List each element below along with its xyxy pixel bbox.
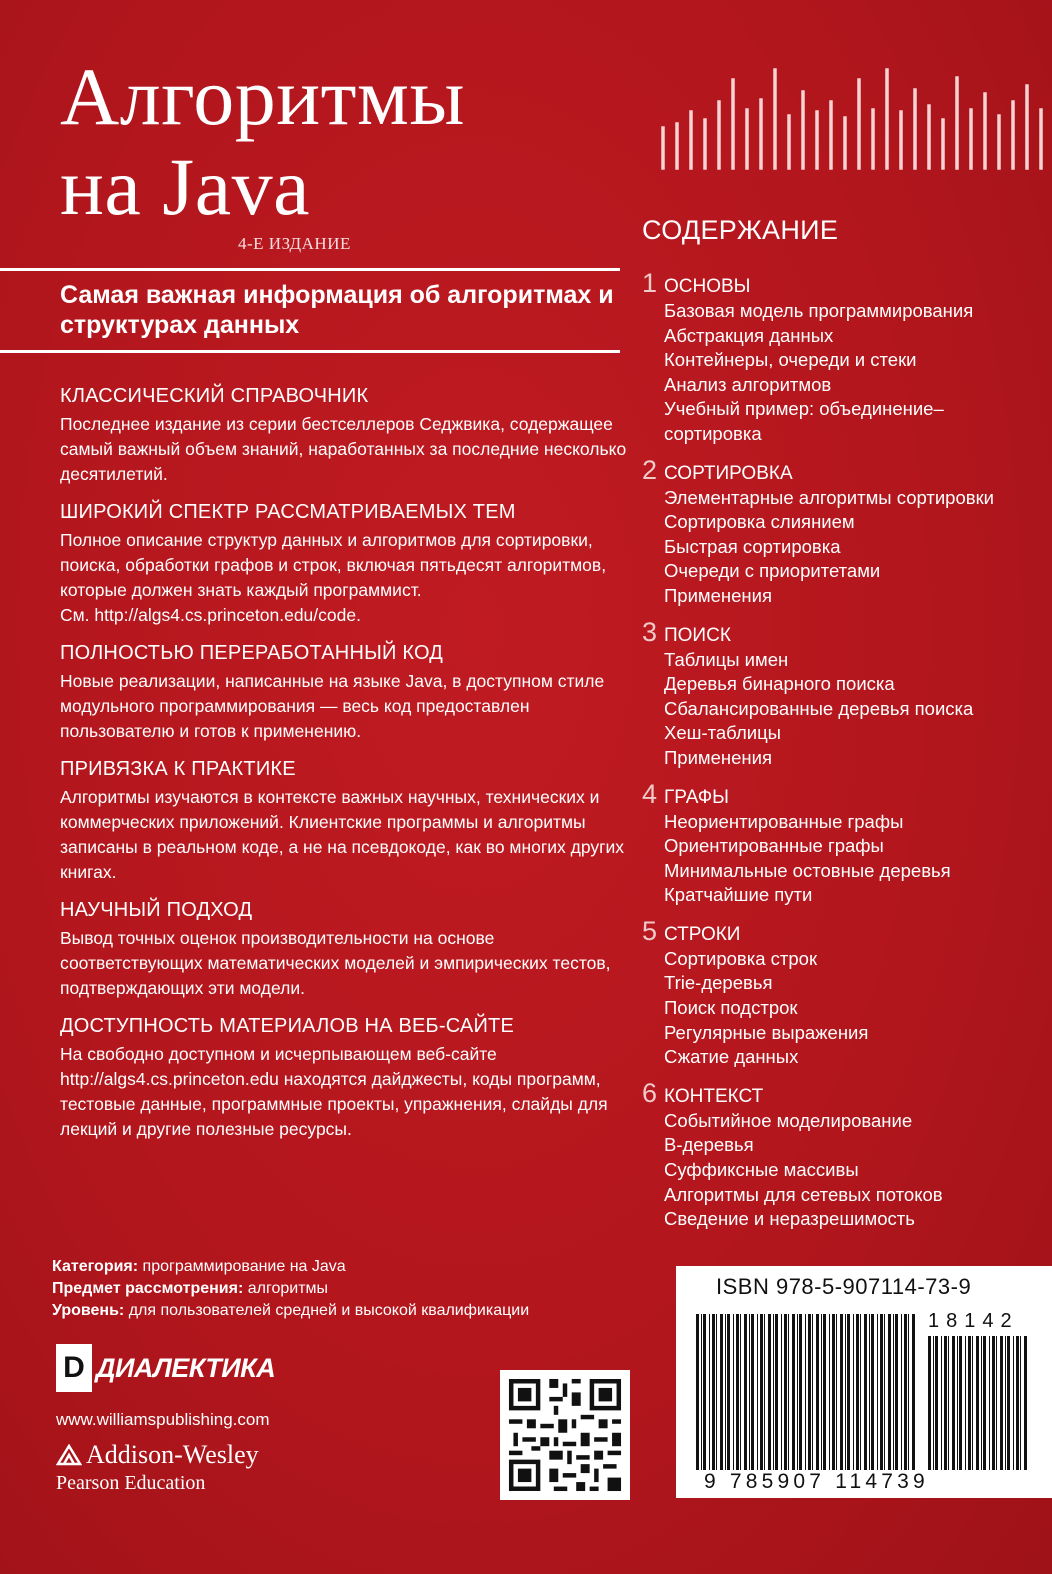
section-heading: ПРИВЯЗКА К ПРАКТИКЕ xyxy=(60,758,296,780)
toc-item: Сортировка слиянием xyxy=(664,511,855,533)
dialektika-logo xyxy=(56,1340,356,1396)
toc-item: Учебный пример: объединение– xyxy=(664,398,944,420)
barcode-stripe xyxy=(701,1314,702,1470)
barcode-stripe xyxy=(696,1314,699,1470)
barcode-stripe xyxy=(821,1314,822,1470)
barcode-stripe xyxy=(1007,1336,1010,1470)
book-subtitle: Самая важная информация об алгоритмах и структурах данных xyxy=(60,281,614,339)
toc-item: B-деревья xyxy=(664,1134,754,1156)
barcode-stripe xyxy=(908,1314,909,1470)
toc-item: Неориентированные графы xyxy=(664,810,904,832)
toc-item: Ориентированные графы xyxy=(664,835,884,857)
barcode-stripe xyxy=(709,1314,710,1470)
meta-label: Предмет рассмотрения: xyxy=(52,1280,244,1297)
toc-item: Быстрая сортировка xyxy=(664,535,841,557)
isbn-barcode-label xyxy=(676,1266,1052,1498)
toc-item: Trie-деревья xyxy=(664,972,773,994)
barcode-stripe xyxy=(941,1336,942,1470)
barcode-stripe xyxy=(871,1314,874,1470)
feature-section xyxy=(60,642,640,744)
barcode-stripe xyxy=(860,1314,861,1470)
feature-section xyxy=(60,501,640,628)
barcode-stripe xyxy=(933,1336,934,1470)
table-of-contents xyxy=(642,215,1042,1240)
barcode-stripe xyxy=(751,1314,754,1470)
barcode-stripe xyxy=(760,1314,763,1470)
toc-item: Регулярные выражения xyxy=(664,1021,869,1043)
toc-item: Очереди с приоритетами xyxy=(664,560,881,582)
barcode-stripe xyxy=(989,1336,990,1470)
barcode-stripe xyxy=(840,1314,843,1470)
toc-chapter xyxy=(642,779,1042,908)
meta-level xyxy=(52,1300,529,1322)
toc-item: Хеш-таблицы xyxy=(664,722,781,744)
feature-section xyxy=(60,385,640,487)
ean-barcode xyxy=(696,1314,918,1470)
toc-item: Анализ алгоритмов xyxy=(664,373,832,395)
barcode-stripe xyxy=(744,1314,747,1470)
toc-item: Суффиксные массивы xyxy=(664,1159,859,1181)
barcode-stripe xyxy=(1013,1336,1014,1470)
barcode-addon-number: 18142 xyxy=(928,1310,1019,1332)
barcode-stripe xyxy=(797,1314,798,1470)
barcode-stripe xyxy=(733,1314,734,1470)
toc-item: Сжатие данных xyxy=(664,1046,799,1068)
publisher-block xyxy=(56,1340,356,1495)
barcode-stripe xyxy=(773,1314,774,1470)
toc-item: Применения xyxy=(664,746,773,768)
barcode-stripe xyxy=(716,1314,717,1470)
toc-item: Минимальные остовные деревья xyxy=(664,859,951,881)
section-text: Полное описание структур данных и алгоритмов для сортировки, поиска, обработки графов и строк, включая пятьдесят алгоритмов, которые должен знать каждый программист. xyxy=(60,530,607,600)
barcode-stripe xyxy=(895,1314,898,1470)
toc-item: Сбалансированные деревья поиска xyxy=(664,697,974,719)
section-link-text: См. http://algs4.cs.princeton.edu/code. xyxy=(60,605,361,625)
meta-value: для пользователей средней и высокой квалификации xyxy=(128,1302,530,1319)
barcode-stripe xyxy=(935,1336,938,1470)
chapter-title: СТРОКИ xyxy=(664,923,741,945)
toc-item: Поиск подстрок xyxy=(664,997,798,1019)
barcode-stripe xyxy=(972,1336,973,1470)
barcode-stripe xyxy=(880,1314,883,1470)
toc-item: Применения xyxy=(664,584,773,606)
section-heading: ДОСТУПНОСТЬ МАТЕРИАЛОВ НА ВЕБ-САЙТЕ xyxy=(60,1015,515,1037)
toc-item: Событийное моделирование xyxy=(664,1109,913,1131)
toc-item: Таблицы имен xyxy=(664,648,789,670)
feature-section xyxy=(60,758,640,885)
toc-item: Сведение и неразрешимость xyxy=(664,1208,915,1230)
barcode-stripe xyxy=(832,1314,835,1470)
barcode-stripe xyxy=(1005,1336,1006,1470)
barcode-stripe xyxy=(725,1314,726,1470)
barcode-stripe xyxy=(904,1314,907,1470)
book-title xyxy=(60,52,465,232)
section-heading: ШИРОКИЙ СПЕКТР РАССМАТРИВАЕМЫХ ТЕМ xyxy=(60,501,516,523)
barcode-stripe xyxy=(829,1314,830,1470)
barcode-stripe xyxy=(1016,1336,1019,1470)
toc-item: Контейнеры, очереди и стеки xyxy=(664,349,917,371)
barcode-stripe xyxy=(853,1314,854,1470)
barcode-stripe xyxy=(944,1336,947,1470)
barcode-stripe xyxy=(736,1314,739,1470)
barcode-stripe xyxy=(968,1336,971,1470)
isbn-text: ISBN 978-5-907114-73-9 xyxy=(716,1274,972,1299)
section-heading: КЛАССИЧЕСКИЙ СПРАВОЧНИК xyxy=(60,385,369,407)
section-text: Алгоритмы изучаются в контексте важных научных, технических и коммерческих приложений. Клиентские программы и алгоритмы записаны в реальном коде, а не на псевдокоде, как во многих других книгах. xyxy=(60,787,625,882)
parent-company: Pearson Education xyxy=(56,1472,206,1494)
divider-bottom xyxy=(0,350,620,353)
barcode-stripe xyxy=(884,1314,885,1470)
chapter-title: ГРАФЫ xyxy=(664,786,729,808)
barcode-stripe xyxy=(757,1314,758,1470)
toc-chapter xyxy=(642,455,1042,609)
barcode-stripe xyxy=(928,1336,931,1470)
meta-label: Уровень: xyxy=(52,1302,125,1319)
divider-top xyxy=(0,268,620,271)
chapter-number: 6 xyxy=(642,1077,658,1108)
barcode-stripe xyxy=(1000,1336,1003,1470)
barcode-stripe xyxy=(952,1336,955,1470)
barcode-stripe xyxy=(727,1314,730,1470)
barcode-stripe xyxy=(845,1314,846,1470)
barcode-stripe xyxy=(764,1314,765,1470)
barcode-stripe xyxy=(901,1314,902,1470)
barcode-stripe xyxy=(805,1314,806,1470)
toc-item: Базовая модель программирования xyxy=(664,300,974,321)
barcode-stripe xyxy=(712,1314,715,1470)
addison-wesley-icon xyxy=(56,1444,82,1466)
meta-value: программирование на Java xyxy=(142,1258,346,1275)
title-line-1: Алгоритмы xyxy=(60,51,465,142)
barcode-stripe xyxy=(768,1314,771,1470)
barcode-stripe xyxy=(996,1336,997,1470)
feature-sections xyxy=(60,385,640,1156)
section-text: Новые реализации, написанные на языке Java, в доступном стиле модульного программирования — весь код предоставлен пользователю и готов к применению. xyxy=(60,671,605,741)
barcode-stripe xyxy=(788,1314,789,1470)
meta-category xyxy=(52,1256,529,1278)
publisher-website: www.williamspublishing.com xyxy=(56,1410,270,1429)
feature-section xyxy=(60,1015,640,1142)
barcode-stripe xyxy=(888,1314,891,1470)
feature-section xyxy=(60,899,640,1001)
barcode-stripe xyxy=(792,1314,795,1470)
barcode-stripe xyxy=(740,1314,741,1470)
addon-barcode xyxy=(928,1336,1028,1470)
barcode-stripe xyxy=(948,1336,949,1470)
toc-item: Алгоритмы для сетевых потоков xyxy=(664,1183,943,1205)
chapter-number: 4 xyxy=(642,778,658,809)
qr-code xyxy=(500,1370,630,1500)
barcode-stripe xyxy=(983,1336,986,1470)
edition-label: 4-Е ИЗДАНИЕ xyxy=(238,234,351,253)
barcode-stripe xyxy=(836,1314,837,1470)
addison-wesley-logo xyxy=(56,1440,356,1470)
toc-item: Кратчайшие пути xyxy=(664,884,813,906)
barcode-stripe xyxy=(847,1314,850,1470)
publisher-name: ДИАЛЕКТИКА xyxy=(96,1352,276,1383)
barcode-stripe xyxy=(957,1336,958,1470)
barcode-stripe xyxy=(869,1314,870,1470)
section-heading: ПОЛНОСТЬЮ ПЕРЕРАБОТАННЫЙ КОД xyxy=(60,642,444,664)
barcode-stripe xyxy=(912,1314,915,1470)
toc-item: Сортировка строк xyxy=(664,947,818,969)
book-meta xyxy=(52,1256,529,1322)
barcode-stripe xyxy=(784,1314,787,1470)
meta-value: алгоритмы xyxy=(247,1280,329,1297)
barcode-stripe xyxy=(893,1314,894,1470)
barcode-stripe xyxy=(775,1314,778,1470)
meta-subject xyxy=(52,1278,529,1300)
chapter-number: 3 xyxy=(642,616,658,647)
dialektika-logo-icon: D xyxy=(56,1344,92,1392)
chapter-number: 5 xyxy=(642,915,658,946)
barcode-stripe xyxy=(749,1314,750,1470)
barcode-stripe xyxy=(703,1314,706,1470)
section-text: Последнее издание из серии бестселлеров Седжвика, содержащее самый важный объем знаний, наработанных за последние несколько десятилетий. xyxy=(60,414,627,484)
toc-item: Абстракция данных xyxy=(664,324,834,346)
chapter-title: СОРТИРОВКА xyxy=(664,462,793,484)
barcode-stripe xyxy=(812,1314,813,1470)
barcode-stripe xyxy=(992,1336,995,1470)
barcode-stripe xyxy=(1024,1336,1027,1470)
barcode-stripe xyxy=(981,1336,982,1470)
toc-item: сортировка xyxy=(664,422,762,444)
barcode-stripe xyxy=(959,1336,962,1470)
section-text: На свободно доступном и исчерпывающем веб-сайте http://algs4.cs.princeton.edu находятся дайджесты, коды программ, тестовые данные, программные проекты, упражнения, слайды для лекций и другие полезные ресурсы. xyxy=(60,1044,608,1139)
section-text: Вывод точных оценок производительности на основе соответствующих математических моделей и эмпирических тестов, подтверждающих эти модели. xyxy=(60,928,611,998)
barcode-number: 9 785907 114739 xyxy=(704,1470,929,1493)
chapter-number: 1 xyxy=(642,268,658,298)
meta-label: Категория: xyxy=(52,1258,139,1275)
barcode-stripe xyxy=(864,1314,867,1470)
barcode-stripe xyxy=(816,1314,819,1470)
chapter-title: ОСНОВЫ xyxy=(664,276,751,297)
chapter-number: 2 xyxy=(642,454,658,485)
imprint-name: Addison-Wesley xyxy=(86,1440,259,1469)
toc-chapter xyxy=(642,1078,1042,1232)
barcode-stripe xyxy=(823,1314,826,1470)
barcode-stripe xyxy=(808,1314,811,1470)
barcode-stripe xyxy=(1020,1336,1021,1470)
toc-chapter xyxy=(642,916,1042,1070)
toc-item: Элементарные алгоритмы сортировки xyxy=(664,486,995,508)
chapter-title: КОНТЕКСТ xyxy=(664,1085,764,1107)
toc-chapter xyxy=(642,617,1042,771)
barcode-stripe xyxy=(976,1336,979,1470)
barcode-stripe xyxy=(720,1314,723,1470)
section-heading: НАУЧНЫЙ ПОДХОД xyxy=(60,899,253,921)
barcode-stripe xyxy=(781,1314,782,1470)
decorative-bars-graphic xyxy=(655,40,1052,180)
toc-heading: СОДЕРЖАНИЕ xyxy=(642,215,839,245)
barcode-stripe xyxy=(877,1314,878,1470)
title-line-2: на Java xyxy=(60,141,310,232)
barcode-stripe xyxy=(965,1336,966,1470)
chapter-title: ПОИСК xyxy=(664,624,731,646)
barcode-stripe xyxy=(799,1314,802,1470)
toc-chapter xyxy=(642,268,1042,447)
barcode-stripe xyxy=(856,1314,859,1470)
toc-item: Деревья бинарного поиска xyxy=(664,673,895,695)
